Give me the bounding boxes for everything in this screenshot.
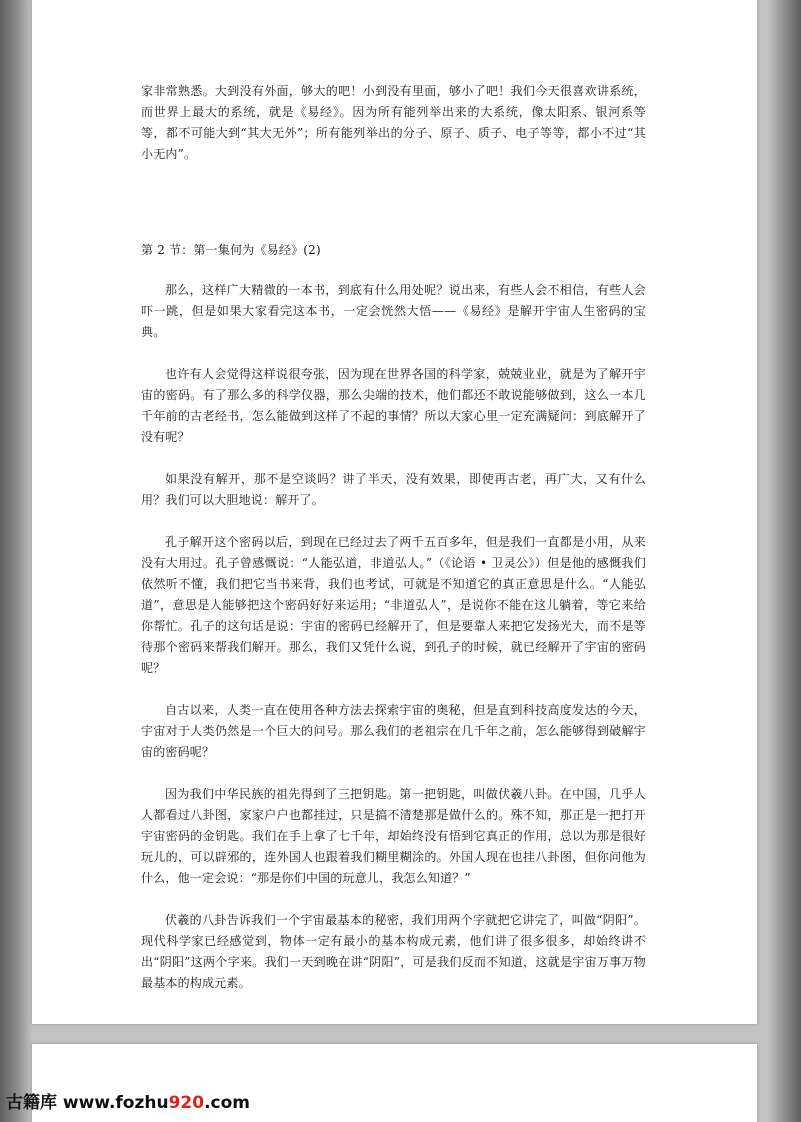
page-content [141, 81, 646, 1015]
paragraph: 也许有人会觉得这样说很夸张，因为现在世界各国的科学家，兢兢业业，就是为了解开宇宙的密码。有了那么多的科学仪器，那么尖端的技术，他们都还不敢说能够做到，这么一本几千年前的古老经书，怎么能做到这样了不起的事情？所以大家心里一定充满疑问：到底解开了没有呢？ [141, 367, 646, 444]
site-watermark [6, 1090, 250, 1116]
paragraph: 孔子解开这个密码以后，到现在已经过去了两千五百多年，但是我们一直都是小用，从来没有大用过。孔子曾感慨说：“人能弘道，非道弘人。”（《论语 • 卫灵公》）但是他的感慨我们依然听不懂，我们把它当书来背，我们也考试，可就是不知道它的真正意思是什么。“人能弘道”，意思是人能够把这个密码好好来运用；“非道弘人”，是说你不能在这儿躺着，等它来给你帮忙。孔子的这句话是说：宇宙的密码已经解开了，但是要靠人来把它发扬光大，而不是等待那个密码来帮我们解开。那么，我们又凭什么说，到孔子的时候，就已经解开了宇宙的密码呢？ [141, 535, 646, 675]
watermark-url-prefix: www.fozhu [62, 1093, 169, 1113]
paragraph-continued: 家非常熟悉。大到没有外面，够大的吧！小到没有里面，够小了吧！我们今天很喜欢讲系统，而世界上最大的系统，就是《易经》。因为所有能列举出来的大系统，像太阳系、银河系等等，都不可能大到“其大无外”；所有能列举出的分子、原子、质子、电子等等，都小不过“其小无内”。 [141, 84, 646, 161]
paragraph: 因为我们中华民族的祖先得到了三把钥匙。第一把钥匙，叫做伏羲八卦。在中国，几乎人人都看过八卦图，家家户户也都挂过，只是搞不清楚那是做什么的。殊不知，那正是一把打开宇宙密码的金钥匙。我们在手上拿了七千年，却始终没有悟到它真正的作用，总以为那是很好玩儿的，可以辟邪的，连外国人也跟着我们糊里糊涂的。外国人现在也挂八卦图，但你问他为什么，他一定会说：“那是你们中国的玩意儿，我怎么知道？” [141, 787, 646, 885]
paragraph: 自古以来，人类一直在使用各种方法去探索宇宙的奥秘，但是直到科技高度发达的今天，宇宙对于人类仍然是一个巨大的问号。那么我们的老祖宗在几千年之前，怎么能够得到破解宇宙的密码呢？ [141, 703, 646, 759]
paragraph: 那么，这样广大精微的一本书，到底有什么用处呢？说出来，有些人会不相信，有些人会吓一跳，但是如果大家看完这本书，一定会恍然大悟——《易经》是解开宇宙人生密码的宝典。 [141, 283, 646, 339]
watermark-url-number: 920 [168, 1093, 205, 1113]
watermark-site-name: 古籍库 [6, 1093, 57, 1113]
section-title: 第 2 节：第一集何为《易经》(2) [141, 243, 321, 257]
paragraph: 伏羲的八卦告诉我们一个宇宙最基本的秘密，我们用两个字就把它讲完了，叫做“阴阳”。现代科学家已经感觉到，物体一定有最小的基本构成元素，他们讲了很多很多，却始终讲不出“阴阳”这两个字来。我们一天到晚在讲“阴阳”，可是我们反而不知道，这就是宇宙万事万物最基本的构成元素。 [141, 913, 646, 990]
paragraph: 如果没有解开，那不是空谈吗？讲了半天，没有效果，即使再古老，再广大，又有什么用？我们可以大胆地说：解开了。 [141, 472, 646, 507]
watermark-url-suffix: .com [204, 1093, 251, 1113]
document-page [32, 0, 757, 1024]
